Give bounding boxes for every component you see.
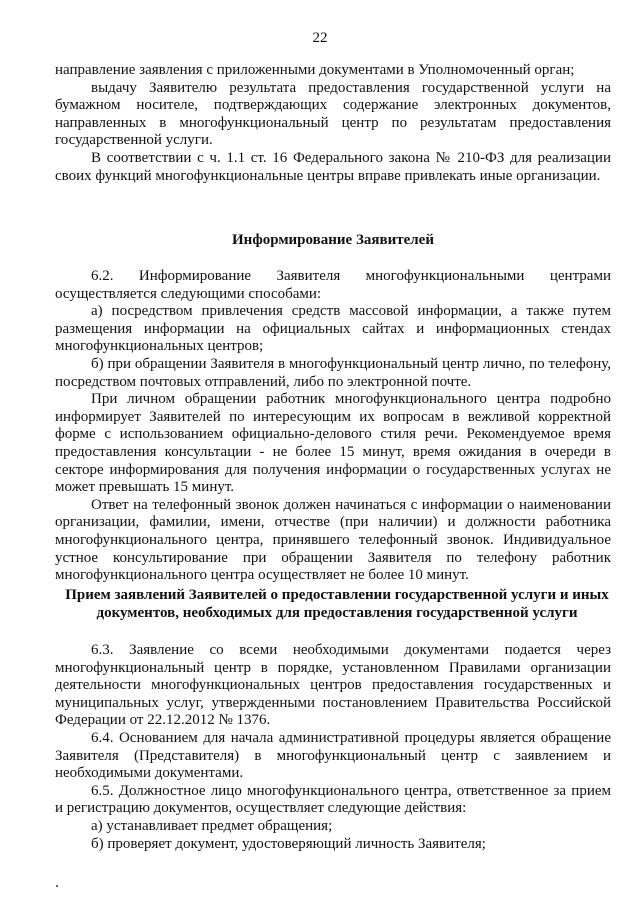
paragraph: выдачу Заявителю результата предоставления государственной услуги на бумажном носителе, подтверждающих содержание электронных документов, направленных в многофункциональный центр по результатам предоставления государственной услуги. <box>55 79 611 149</box>
paragraph: Ответ на телефонный звонок должен начинаться с информации о наименовании организации, фамилии, имени, отчестве (при наличии) и должности работника многофункционального центра, принявшего телефонный звонок. Индивидуальное устное консультирование при обращении Заявителя по телефону работник многофункционального центра осуществляет не более 10 минут. <box>55 496 611 584</box>
intro-block <box>55 62 611 185</box>
paragraph: б) проверяет документ, удостоверяющий личность Заявителя; <box>91 835 486 852</box>
section-heading: Прием заявлений Заявителей о предоставлении государственной услуги и иных документов, необходимых для предоставления государственной услуги <box>65 587 609 621</box>
reception-block <box>55 642 611 853</box>
paragraph: При личном обращении работник многофункционального центра подробно информирует Заявителей по интересующим их вопросам в вежливой корректной форме с использованием официально-делового стиля речи. Рекомендуемое время предоставления консультации - не более 15 минут, время ожидания в очереди в секторе информирования для получения информации о государственных услугах не может превышать 15 минут. <box>55 391 611 496</box>
paragraph: б) при обращении Заявителя в многофункциональный центр лично, по телефону, посредством почтовых отправлений, либо по электронной почте. <box>55 355 611 390</box>
scan-speck <box>56 885 58 887</box>
informing-block <box>55 268 611 585</box>
paragraph: 6.3. Заявление со всеми необходимыми документами подается через многофункциональный центр в порядке, установленном Правилами организации деятельности многофункциональных центров предоставления государственных и муниципальных услуг, утвержденными постановлением Правительства Российской Федерации от 22.12.2012 № 1376. <box>55 642 611 729</box>
paragraph: 6.5. Должностное лицо многофункционального центра, ответственное за прием и регистрацию документов, осуществляет следующие действия: <box>55 782 611 817</box>
paragraph: а) посредством привлечения средств массовой информации, а также путем размещения информации на официальных сайтах и информационных стендах многофункциональных центров; <box>55 303 611 355</box>
paragraph: В соответствии с ч. 1.1 ст. 16 Федерального закона № 210-ФЗ для реализации своих функций многофункциональные центры вправе привлекать иные организации. <box>55 149 611 184</box>
paragraph: а) устанавливает предмет обращения; <box>91 817 333 834</box>
paragraph: 6.2. Информирование Заявителя многофункциональными центрами осуществляется следующими способами: <box>55 268 611 302</box>
paragraph: направление заявления с приложенными документами в Уполномоченный орган; <box>55 62 575 78</box>
paragraph: 6.4. Основанием для начала административной процедуры является обращение Заявителя (Представителя) в многофункциональный центр с заявлением и необходимыми документами. <box>55 729 611 782</box>
page-number: 22 <box>312 30 328 46</box>
section-heading: Информирование Заявителей <box>232 232 434 248</box>
